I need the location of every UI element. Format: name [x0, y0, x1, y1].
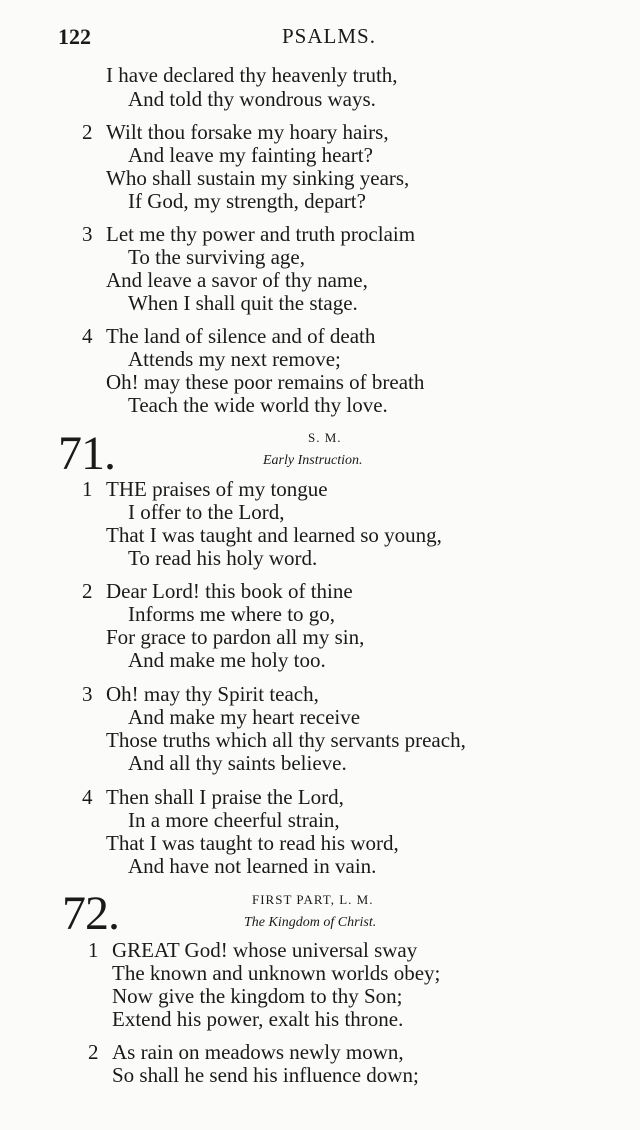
verse-line: And leave a savor of thy name, — [106, 268, 368, 292]
verse-line: Teach the wide world thy love. — [128, 393, 388, 417]
verse-line: Attends my next remove; — [128, 347, 341, 371]
verse-number: 1 — [88, 938, 99, 962]
verse-line: And leave my fainting heart? — [128, 143, 373, 167]
verse-line: I offer to the Lord, — [128, 500, 285, 524]
verse-line: Extend his power, exalt his throne. — [112, 1007, 404, 1031]
verse-line: Who shall sustain my sinking years, — [106, 166, 410, 190]
verse-line: And make my heart receive — [128, 705, 361, 729]
verse-line: Now give the kingdom to thy Son; — [112, 984, 403, 1008]
verse-line: If God, my strength, depart? — [128, 189, 366, 213]
verse-line: So shall he send his influence down; — [112, 1063, 419, 1087]
verse-number: 2 — [82, 579, 93, 603]
verse-line: That I was taught and learned so young, — [106, 523, 442, 547]
verse-line: And told thy wondrous ways. — [128, 87, 376, 111]
verse-line: THE praises of my tongue — [106, 477, 328, 501]
verse-line: Oh! may these poor remains of breath — [106, 370, 425, 394]
verse-line: And all thy saints believe. — [128, 751, 347, 775]
hymn-meter: S. M. — [308, 430, 342, 445]
verse-number: 3 — [82, 682, 93, 706]
verse-number: 2 — [88, 1040, 99, 1064]
verse-number: 4 — [82, 785, 93, 809]
page-number: 122 — [58, 24, 91, 49]
verse-line: Informs me where to go, — [128, 602, 336, 626]
verse-number: 4 — [82, 324, 93, 348]
verse-line: And have not learned in vain. — [128, 854, 377, 878]
verse-number: 1 — [82, 477, 93, 501]
hymn-title: Early Instruction. — [263, 453, 363, 468]
verse-line: Oh! may thy Spirit teach, — [106, 682, 319, 706]
verse-number: 3 — [82, 222, 93, 246]
hymn-title: The Kingdom of Christ. — [244, 915, 377, 930]
verse-line: That I was taught to read his word, — [106, 831, 399, 855]
verse-line: Wilt thou forsake my hoary hairs, — [106, 120, 389, 144]
verse-line: As rain on meadows newly mown, — [112, 1040, 404, 1064]
verse-line: Then shall I praise the Lord, — [106, 785, 344, 809]
verse-line: To read his holy word. — [128, 546, 318, 570]
verse-line: The known and unknown worlds obey; — [112, 961, 441, 985]
running-head: PSALMS. — [282, 24, 376, 48]
hymn-number: 71. — [58, 427, 115, 480]
hymn-meter: FIRST PART, L. M. — [252, 892, 374, 907]
verse-line: Dear Lord! this book of thine — [106, 579, 353, 603]
verse-line: Let me thy power and truth proclaim — [106, 222, 416, 246]
verse-line: The land of silence and of death — [106, 324, 376, 348]
verse-line: When I shall quit the stage. — [128, 291, 358, 315]
hymn-number: 72. — [62, 887, 119, 940]
verse-number: 2 — [82, 120, 93, 144]
verse-line: And make me holy too. — [128, 648, 326, 672]
verse-line: In a more cheerful strain, — [128, 808, 340, 832]
verse-line: I have declared thy heavenly truth, — [106, 63, 398, 87]
verse-line: Those truths which all thy servants preach, — [106, 728, 466, 752]
verse-line: To the surviving age, — [128, 245, 305, 269]
verse-line: For grace to pardon all my sin, — [106, 625, 365, 649]
verse-line: GREAT God! whose universal sway — [112, 938, 418, 962]
